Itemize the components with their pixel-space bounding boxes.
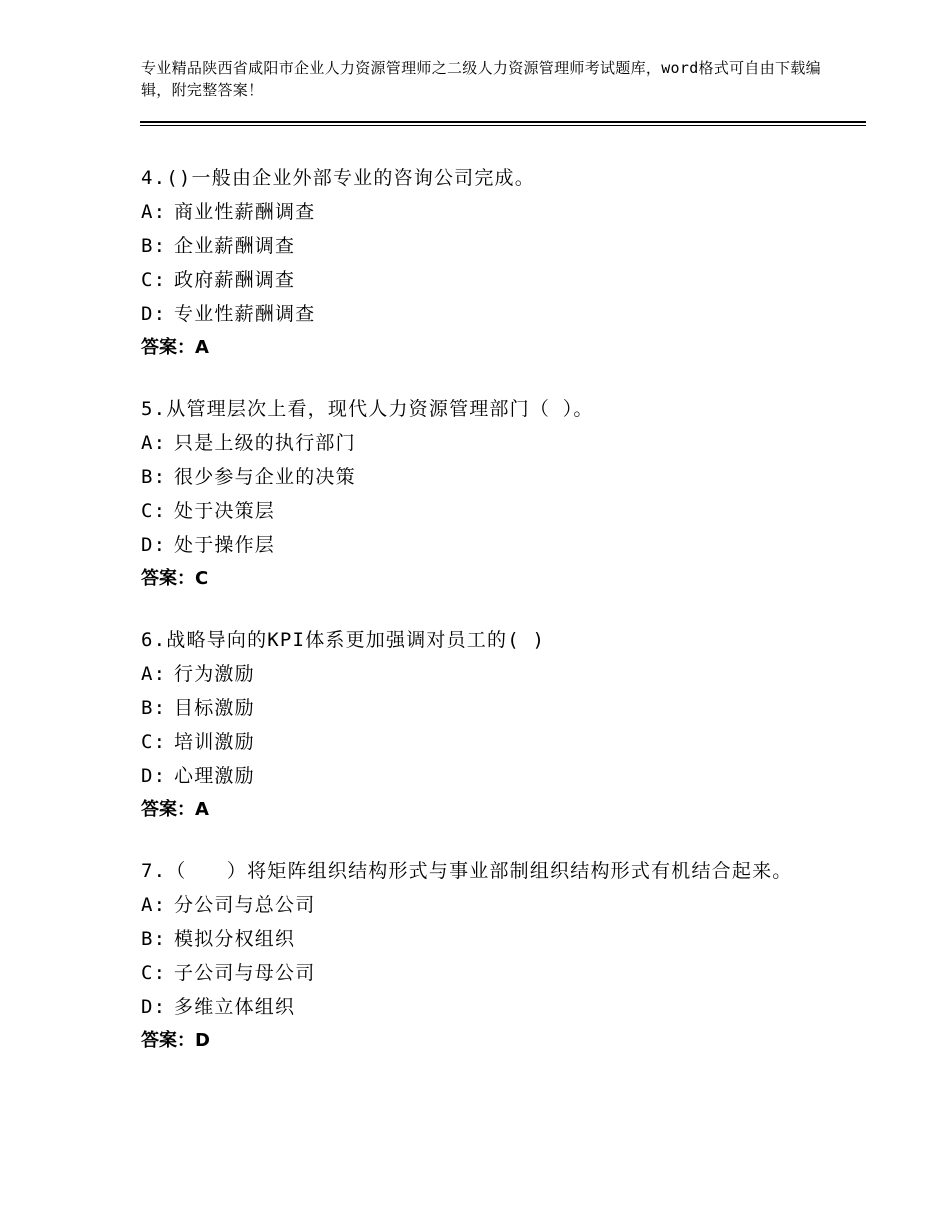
option-text: 行为激励: [174, 663, 255, 685]
document-header: [141, 57, 841, 101]
option-text: 目标激励: [174, 697, 255, 719]
answer-line: 答案：A: [141, 799, 209, 820]
option-letter: B:: [141, 928, 167, 950]
option-c: [141, 263, 821, 297]
option-b: [141, 691, 821, 725]
option-text: 多维立体组织: [174, 996, 296, 1018]
option-text: 模拟分权组织: [174, 928, 296, 950]
option-text: 专业性薪酬调查: [174, 303, 316, 325]
option-b: [141, 460, 821, 494]
option-letter: B:: [141, 466, 167, 488]
option-text: 企业薪酬调查: [174, 235, 296, 257]
option-letter: C:: [141, 962, 167, 984]
header-divider-thick: [140, 121, 866, 123]
option-c: [141, 725, 821, 759]
option-letter: B:: [141, 235, 167, 257]
option-letter: D:: [141, 303, 167, 325]
option-text: 培训激励: [174, 731, 255, 753]
option-a: [141, 888, 821, 922]
question-7: [141, 854, 821, 1058]
option-d: [141, 990, 821, 1024]
option-letter: A:: [141, 432, 167, 454]
answer-line: 答案：D: [141, 1030, 210, 1051]
option-text: 子公司与母公司: [174, 962, 316, 984]
option-letter: B:: [141, 697, 167, 719]
option-a: [141, 426, 821, 460]
option-text: 很少参与企业的决策: [174, 466, 356, 488]
option-letter: D:: [141, 765, 167, 787]
option-letter: C:: [141, 269, 167, 291]
question-list: [141, 161, 821, 1085]
option-letter: D:: [141, 534, 167, 556]
option-text: 商业性薪酬调查: [174, 201, 316, 223]
answer-line: 答案：C: [141, 568, 209, 589]
option-c: [141, 494, 821, 528]
question-6: [141, 623, 821, 827]
option-d: [141, 759, 821, 793]
header-divider-thin: [140, 125, 866, 126]
option-a: [141, 657, 821, 691]
option-text: 分公司与总公司: [174, 894, 316, 916]
option-letter: A:: [141, 894, 167, 916]
question-stem: 6.战略导向的KPI体系更加强调对员工的( ): [141, 629, 546, 651]
header-title: 专业精品陕西省咸阳市企业人力资源管理师之二级人力资源管理师考试题库，word格式可自由下载编辑，附完整答案！: [141, 59, 821, 99]
option-letter: A:: [141, 201, 167, 223]
option-c: [141, 956, 821, 990]
option-text: 处于决策层: [174, 500, 276, 522]
question-stem: 4.()一般由企业外部专业的咨询公司完成。: [141, 167, 535, 189]
option-b: [141, 229, 821, 263]
question-stem: 5.从管理层次上看，现代人力资源管理部门（ ）。: [141, 398, 594, 420]
answer-line: 答案：A: [141, 337, 209, 358]
option-letter: A:: [141, 663, 167, 685]
question-stem: 7.（ ）将矩阵组织结构形式与事业部制组织结构形式有机结合起来。: [141, 860, 793, 882]
option-a: [141, 195, 821, 229]
option-d: [141, 528, 821, 562]
option-text: 只是上级的执行部门: [174, 432, 356, 454]
option-b: [141, 922, 821, 956]
option-text: 处于操作层: [174, 534, 276, 556]
option-text: 心理激励: [174, 765, 255, 787]
option-letter: C:: [141, 500, 167, 522]
option-letter: D:: [141, 996, 167, 1018]
question-4: [141, 161, 821, 365]
option-d: [141, 297, 821, 331]
option-letter: C:: [141, 731, 167, 753]
option-text: 政府薪酬调查: [174, 269, 296, 291]
question-5: [141, 392, 821, 596]
